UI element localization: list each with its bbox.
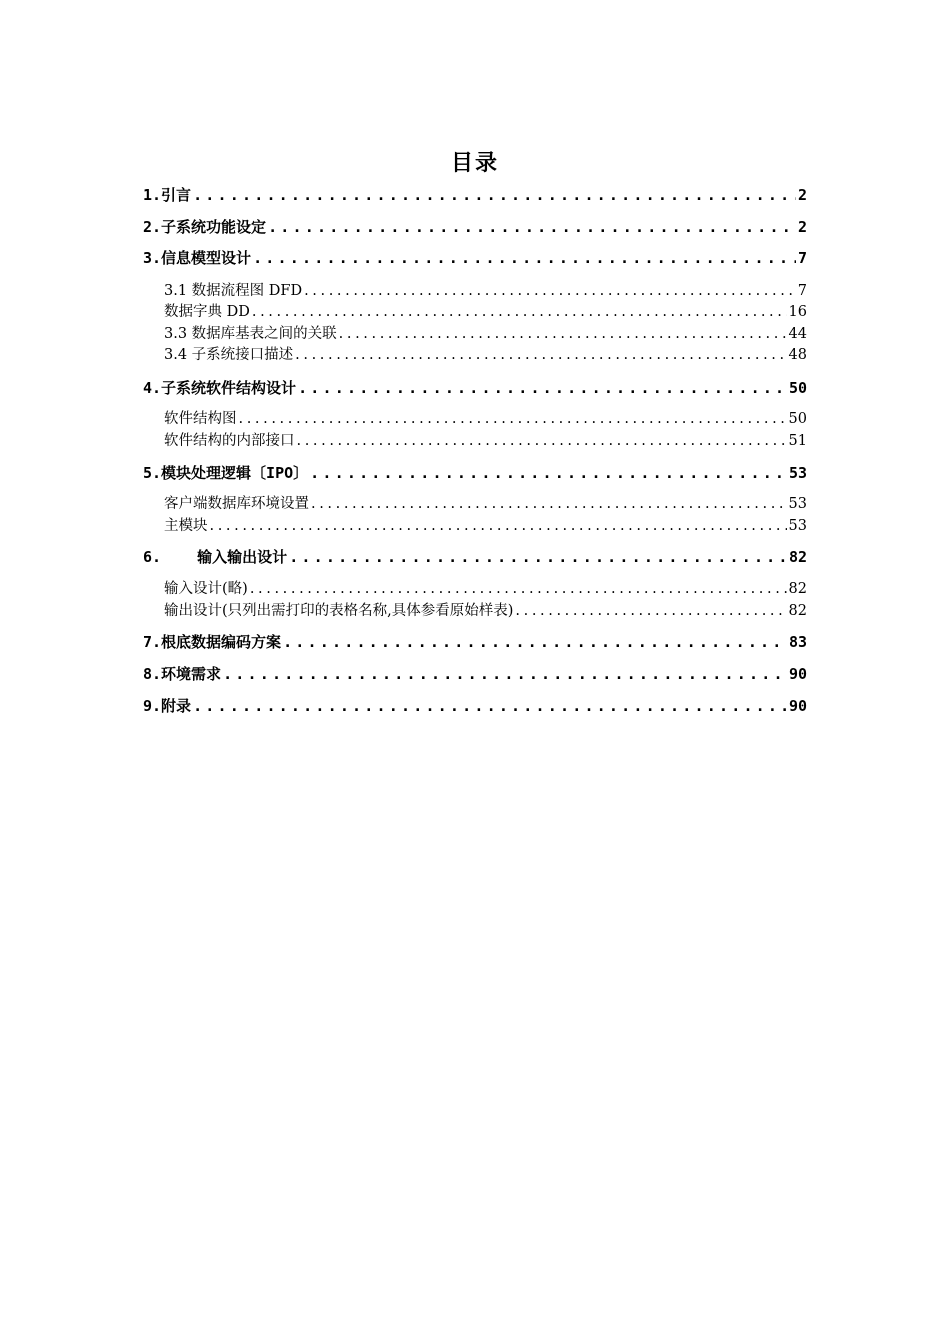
dot-leader [304,281,796,301]
toc-entry-3-3[interactable] [164,324,807,344]
toc-title: 目录 [450,151,499,176]
dot-leader [223,664,787,684]
dot-leader [311,494,787,514]
toc-entry-2[interactable] [143,217,807,237]
toc-entry-page: 2 [797,218,807,236]
toc-entry-3[interactable] [143,248,807,268]
dot-leader [515,601,786,621]
toc-entry-page: 7 [797,283,807,299]
toc-entry-4-2[interactable] [164,431,807,451]
toc-entry-6-1[interactable] [164,579,807,599]
toc-entry-page: 16 [788,304,807,320]
dot-leader [210,516,787,536]
dot-leader [339,324,787,344]
toc-entry-9[interactable] [143,696,807,716]
toc-entry-5[interactable] [143,463,807,483]
toc-entry-page: 53 [788,496,807,512]
toc-entry-label: 客户端数据库环境设置 [164,496,309,512]
toc-entry-6-2[interactable] [164,601,807,621]
toc-entry-page: 53 [788,464,807,482]
toc-entry-page: 53 [788,518,807,534]
dot-leader [250,579,787,599]
toc-entry-6[interactable] [143,547,807,567]
toc-entry-8[interactable] [143,664,807,684]
dot-leader [253,248,796,268]
dot-leader [289,547,787,567]
toc-entry-label: 数据字典 DD [164,304,250,320]
toc-entry-page: 2 [797,186,807,204]
toc-entry-label: 5.模块处理逻辑〔IPO〕 [143,464,309,482]
toc-entry-7[interactable] [143,632,807,652]
toc-entry-4-1[interactable] [164,409,807,429]
toc-entry-page: 90 [788,665,807,683]
toc-entry-1[interactable] [143,185,807,205]
toc-entry-page: 50 [788,379,807,397]
toc-entry-label: 软件结构的内部接口 [164,433,295,449]
toc-entry-page: 48 [788,347,807,363]
toc-entry-page: 90 [788,697,807,715]
dot-leader [295,345,786,365]
dot-leader [298,378,787,398]
toc-entry-label: 9.附录 [143,697,192,715]
dot-leader [297,431,787,451]
dot-leader [239,409,787,429]
toc-entry-3-4[interactable] [164,345,807,365]
toc-entry-label: 3.信息模型设计 [143,249,252,267]
toc-entry-3-1[interactable] [164,281,807,301]
toc-entry-label: 3.4 子系统接口描述 [164,347,294,363]
toc-entry-page: 83 [788,633,807,651]
toc-entry-page: 50 [788,411,807,427]
dot-leader [310,463,787,483]
toc-entry-label: 6. 输入输出设计 [143,548,288,566]
toc-entry-label: 软件结构图 [164,411,237,427]
dot-leader [268,217,796,237]
toc-entry-label: 4.子系统软件结构设计 [143,379,297,397]
toc-entry-page: 82 [788,548,807,566]
toc-entry-page: 82 [788,581,807,597]
toc-entry-label: 1.引言 [143,186,192,204]
toc-entry-label: 3.1 数据流程图 DFD [164,283,303,299]
toc-entry-5-1[interactable] [164,494,807,514]
toc-entry-label: 2.子系统功能设定 [143,218,267,236]
dot-leader [193,185,796,205]
toc-entry-4[interactable] [143,378,807,398]
dot-leader [193,696,787,716]
toc-entry-label: 输出设计(只列出需打印的表格名称,具体参看原始样表) [164,603,514,619]
toc-entry-3-2[interactable] [164,302,807,322]
toc-entry-page: 44 [788,326,807,342]
dot-leader [252,302,787,322]
dot-leader [283,632,787,652]
toc-entry-page: 51 [788,433,807,449]
toc-entry-page: 7 [797,249,807,267]
toc-entry-label: 8.环境需求 [143,665,222,683]
toc-entry-5-2[interactable] [164,516,807,536]
toc-entry-label: 主模块 [164,518,208,534]
toc-entry-label: 7.根底数据编码方案 [143,633,282,651]
toc-entry-page: 82 [788,603,807,619]
toc-entry-label: 输入设计(略) [164,581,248,597]
toc-entry-label: 3.3 数据库基表之间的关联 [164,326,337,342]
